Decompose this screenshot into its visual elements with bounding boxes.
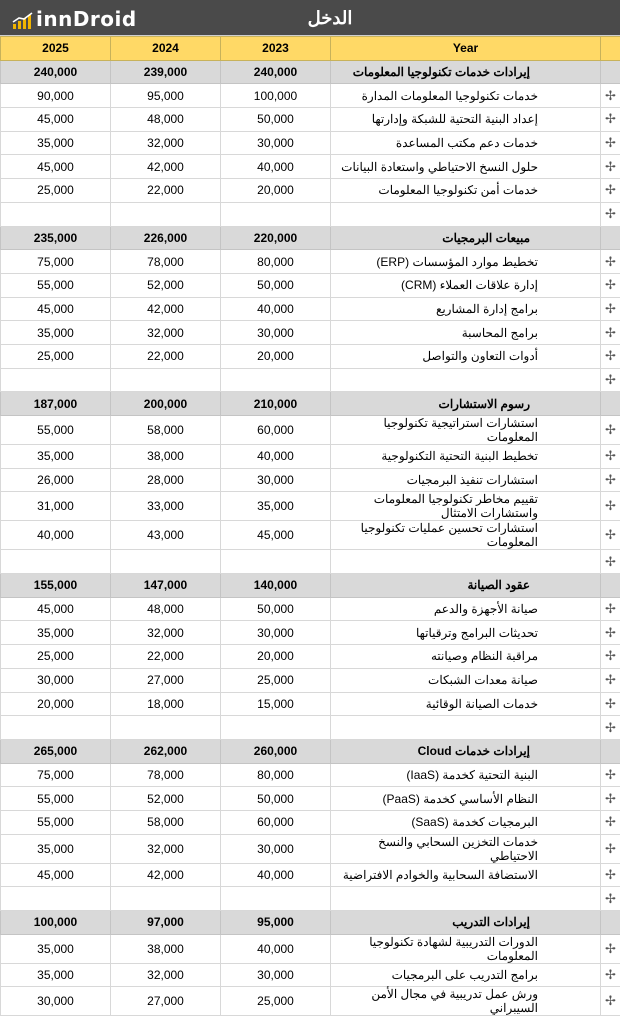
move-handle-icon[interactable]: ✢: [605, 891, 616, 906]
cell-2023[interactable]: 100,000: [221, 84, 331, 108]
section-label[interactable]: إيرادات خدمات Cloud: [331, 739, 601, 763]
move-handle-icon[interactable]: ✢: [605, 767, 616, 782]
section-label[interactable]: إيرادات التدريب: [331, 911, 601, 935]
row-label[interactable]: خدمات التخزين السحابي والنسخ الاحتياطي: [331, 834, 601, 863]
row-handle-cell: [601, 321, 620, 345]
cell-2025[interactable]: 55,000: [1, 810, 111, 834]
cell-2023[interactable]: [221, 887, 331, 911]
cell-2023[interactable]: 30,000: [221, 321, 331, 345]
cell-2025[interactable]: 25,000: [1, 645, 111, 669]
cell-2024[interactable]: 97,000: [111, 911, 221, 935]
cell-2024[interactable]: 32,000: [111, 621, 221, 645]
cell-2025[interactable]: 35,000: [1, 934, 111, 963]
row-label[interactable]: البرمجيات كخدمة (SaaS): [331, 810, 601, 834]
row-handle-cell: [601, 131, 620, 155]
income-table: [0, 36, 620, 1016]
row-label[interactable]: تخطيط موارد المؤسسات (ERP): [331, 250, 601, 274]
cell-2023[interactable]: 80,000: [221, 763, 331, 787]
move-handle-icon[interactable]: ✢: [605, 941, 616, 956]
cell-2025[interactable]: 35,000: [1, 321, 111, 345]
cell-2023[interactable]: 25,000: [221, 987, 331, 1016]
table-row[interactable]: [1, 84, 620, 108]
row-handle-cell: [601, 963, 620, 987]
row-handle-cell: [601, 202, 620, 226]
table-row[interactable]: [1, 468, 620, 492]
cell-2023[interactable]: 140,000: [221, 574, 331, 598]
row-label[interactable]: خدمات أمن تكنولوجيا المعلومات: [331, 179, 601, 203]
row-label[interactable]: مراقبة النظام وصيانته: [331, 645, 601, 669]
cell-2024[interactable]: 48,000: [111, 597, 221, 621]
table-row[interactable]: [1, 492, 620, 521]
row-handle-cell: [601, 574, 620, 598]
row-handle-cell: [601, 887, 620, 911]
cell-2023[interactable]: 30,000: [221, 963, 331, 987]
row-handle-cell: [601, 108, 620, 132]
row-handle-cell: [601, 344, 620, 368]
cell-2023[interactable]: 220,000: [221, 226, 331, 250]
table-row[interactable]: [1, 863, 620, 887]
cell-2023[interactable]: 50,000: [221, 597, 331, 621]
row-handle-cell: [601, 668, 620, 692]
cell-2024[interactable]: 38,000: [111, 445, 221, 469]
table-row[interactable]: [1, 416, 620, 445]
cell-2025[interactable]: 26,000: [1, 468, 111, 492]
cell-2024[interactable]: [111, 716, 221, 740]
row-handle-cell: [601, 692, 620, 716]
column-header-2023[interactable]: 2023: [221, 37, 331, 61]
column-header-icon-cell: [601, 37, 620, 61]
table-row[interactable]: [1, 155, 620, 179]
row-handle-cell: [601, 934, 620, 963]
move-handle-icon[interactable]: ✢: [605, 325, 616, 340]
row-label[interactable]: [331, 716, 601, 740]
page-title: الدخل: [0, 0, 620, 36]
cell-2024[interactable]: 95,000: [111, 84, 221, 108]
cell-2023[interactable]: 240,000: [221, 60, 331, 84]
row-handle-cell: [601, 492, 620, 521]
cell-2025[interactable]: 265,000: [1, 739, 111, 763]
column-header-year[interactable]: Year: [331, 37, 601, 61]
cell-2023[interactable]: 80,000: [221, 250, 331, 274]
table-row[interactable]: [1, 692, 620, 716]
row-handle-cell: [601, 621, 620, 645]
table-row[interactable]: [1, 108, 620, 132]
row-handle-cell: [601, 787, 620, 811]
cell-2024[interactable]: 78,000: [111, 763, 221, 787]
table-row[interactable]: [1, 987, 620, 1016]
move-handle-icon[interactable]: ✢: [605, 254, 616, 269]
cell-2023[interactable]: [221, 716, 331, 740]
cell-2024[interactable]: 28,000: [111, 468, 221, 492]
cell-2025[interactable]: 45,000: [1, 863, 111, 887]
table-row[interactable]: [1, 179, 620, 203]
section-row[interactable]: [1, 392, 620, 416]
move-handle-icon[interactable]: ✢: [605, 498, 616, 513]
row-label[interactable]: صيانة الأجهزة والدعم: [331, 597, 601, 621]
row-label[interactable]: خدمات تكنولوجيا المعلومات المدارة: [331, 84, 601, 108]
cell-2025[interactable]: [1, 368, 111, 392]
move-handle-icon[interactable]: ✢: [605, 720, 616, 735]
cell-2025[interactable]: 75,000: [1, 250, 111, 274]
cell-2024[interactable]: 58,000: [111, 810, 221, 834]
row-handle-cell: [601, 987, 620, 1016]
row-handle-cell: [601, 521, 620, 550]
cell-2025[interactable]: 55,000: [1, 787, 111, 811]
move-handle-icon[interactable]: ✢: [605, 301, 616, 316]
cell-2025[interactable]: [1, 887, 111, 911]
row-label[interactable]: برامج المحاسبة: [331, 321, 601, 345]
move-handle-icon[interactable]: ✢: [605, 841, 616, 856]
move-handle-icon[interactable]: ✢: [605, 348, 616, 363]
move-handle-icon[interactable]: ✢: [605, 696, 616, 711]
table-row[interactable]: [1, 763, 620, 787]
cell-2025[interactable]: 235,000: [1, 226, 111, 250]
move-handle-icon[interactable]: ✢: [605, 135, 616, 150]
move-handle-icon[interactable]: ✢: [605, 472, 616, 487]
section-label[interactable]: عقود الصيانة: [331, 574, 601, 598]
move-handle-icon[interactable]: ✢: [605, 814, 616, 829]
move-handle-icon[interactable]: ✢: [605, 111, 616, 126]
row-label[interactable]: [331, 368, 601, 392]
table-row[interactable]: [1, 668, 620, 692]
row-label[interactable]: [331, 550, 601, 574]
cell-2025[interactable]: 20,000: [1, 692, 111, 716]
cell-2023[interactable]: 60,000: [221, 416, 331, 445]
move-handle-icon[interactable]: ✢: [605, 648, 616, 663]
cell-2024[interactable]: 22,000: [111, 344, 221, 368]
cell-2025[interactable]: 55,000: [1, 416, 111, 445]
row-label[interactable]: استشارات تنفيذ البرمجيات: [331, 468, 601, 492]
cell-2025[interactable]: 45,000: [1, 297, 111, 321]
cell-2023[interactable]: 260,000: [221, 739, 331, 763]
row-handle-cell: [601, 445, 620, 469]
cell-2025[interactable]: 35,000: [1, 445, 111, 469]
cell-2023[interactable]: 60,000: [221, 810, 331, 834]
blank-row[interactable]: [1, 550, 620, 574]
cell-2024[interactable]: 32,000: [111, 963, 221, 987]
row-handle-cell: [601, 739, 620, 763]
row-label[interactable]: تقييم مخاطر تكنولوجيا المعلومات واستشارات الامتثال: [331, 492, 601, 521]
cell-2023[interactable]: 40,000: [221, 445, 331, 469]
cell-2024[interactable]: 52,000: [111, 273, 221, 297]
table-row[interactable]: [1, 521, 620, 550]
row-handle-cell: [601, 60, 620, 84]
move-handle-icon[interactable]: ✢: [605, 182, 616, 197]
row-label[interactable]: ورش عمل تدريبية في مجال الأمن السيبراني: [331, 987, 601, 1016]
row-handle-cell: [601, 179, 620, 203]
move-handle-icon[interactable]: ✢: [605, 448, 616, 463]
cell-2024[interactable]: 239,000: [111, 60, 221, 84]
column-header-row: [1, 37, 620, 61]
table-row[interactable]: [1, 131, 620, 155]
cell-2024[interactable]: 262,000: [111, 739, 221, 763]
row-handle-cell: [601, 416, 620, 445]
cell-2024[interactable]: 33,000: [111, 492, 221, 521]
row-label[interactable]: الدورات التدريبية لشهادة تكنولوجيا المعلومات: [331, 934, 601, 963]
cell-2025[interactable]: 100,000: [1, 911, 111, 935]
cell-2025[interactable]: 45,000: [1, 597, 111, 621]
move-handle-icon[interactable]: ✢: [605, 601, 616, 616]
row-handle-cell: [601, 84, 620, 108]
table-row[interactable]: [1, 445, 620, 469]
table-row[interactable]: [1, 321, 620, 345]
cell-2023[interactable]: 35,000: [221, 492, 331, 521]
cell-2025[interactable]: [1, 202, 111, 226]
column-header-2024[interactable]: 2024: [111, 37, 221, 61]
row-handle-cell: [601, 297, 620, 321]
cell-2025[interactable]: 90,000: [1, 84, 111, 108]
row-label[interactable]: استشارات تحسين عمليات تكنولوجيا المعلومات: [331, 521, 601, 550]
blank-row[interactable]: [1, 202, 620, 226]
table-row[interactable]: [1, 645, 620, 669]
cell-2024[interactable]: 42,000: [111, 297, 221, 321]
move-handle-icon[interactable]: ✢: [605, 791, 616, 806]
move-handle-icon[interactable]: ✢: [605, 993, 616, 1008]
section-row[interactable]: [1, 226, 620, 250]
row-handle-cell: [601, 645, 620, 669]
row-label[interactable]: النظام الأساسي كخدمة (PaaS): [331, 787, 601, 811]
cell-2025[interactable]: 40,000: [1, 521, 111, 550]
cell-2025[interactable]: 35,000: [1, 131, 111, 155]
cell-2023[interactable]: 20,000: [221, 344, 331, 368]
cell-2023[interactable]: 95,000: [221, 911, 331, 935]
row-label[interactable]: إدارة علاقات العملاء (CRM): [331, 273, 601, 297]
cell-2023[interactable]: 15,000: [221, 692, 331, 716]
cell-2024[interactable]: 27,000: [111, 987, 221, 1016]
row-handle-cell: [601, 155, 620, 179]
cell-2023[interactable]: 50,000: [221, 108, 331, 132]
cell-2025[interactable]: 155,000: [1, 574, 111, 598]
cell-2024[interactable]: 42,000: [111, 863, 221, 887]
row-label[interactable]: [331, 887, 601, 911]
cell-2024[interactable]: 200,000: [111, 392, 221, 416]
cell-2023[interactable]: 20,000: [221, 179, 331, 203]
row-handle-cell: [601, 763, 620, 787]
move-handle-icon[interactable]: ✢: [605, 867, 616, 882]
cell-2023[interactable]: [221, 368, 331, 392]
cell-2024[interactable]: [111, 887, 221, 911]
cell-2023[interactable]: 30,000: [221, 468, 331, 492]
row-handle-cell: [601, 273, 620, 297]
cell-2023[interactable]: [221, 202, 331, 226]
row-label[interactable]: البنية التحتية كخدمة (IaaS): [331, 763, 601, 787]
cell-2024[interactable]: 58,000: [111, 416, 221, 445]
cell-2024[interactable]: 38,000: [111, 934, 221, 963]
cell-2023[interactable]: 40,000: [221, 297, 331, 321]
table-row[interactable]: [1, 250, 620, 274]
cell-2023[interactable]: 25,000: [221, 668, 331, 692]
move-handle-icon[interactable]: ✢: [605, 672, 616, 687]
cell-2024[interactable]: [111, 368, 221, 392]
cell-2023[interactable]: 210,000: [221, 392, 331, 416]
cell-2023[interactable]: 30,000: [221, 131, 331, 155]
table-row[interactable]: [1, 934, 620, 963]
row-handle-cell: [601, 863, 620, 887]
cell-2024[interactable]: [111, 202, 221, 226]
table-row[interactable]: [1, 297, 620, 321]
cell-2024[interactable]: 78,000: [111, 250, 221, 274]
move-handle-icon[interactable]: ✢: [605, 554, 616, 569]
cell-2024[interactable]: 18,000: [111, 692, 221, 716]
cell-2023[interactable]: 30,000: [221, 834, 331, 863]
move-handle-icon[interactable]: ✢: [605, 159, 616, 174]
table-row[interactable]: [1, 810, 620, 834]
row-label[interactable]: تحديثات البرامج وترقياتها: [331, 621, 601, 645]
cell-2024[interactable]: 32,000: [111, 131, 221, 155]
table-row[interactable]: [1, 344, 620, 368]
section-label[interactable]: مبيعات البرمجيات: [331, 226, 601, 250]
section-row[interactable]: [1, 574, 620, 598]
cell-2025[interactable]: [1, 716, 111, 740]
cell-2024[interactable]: 43,000: [111, 521, 221, 550]
cell-2023[interactable]: 40,000: [221, 863, 331, 887]
cell-2023[interactable]: 30,000: [221, 621, 331, 645]
row-label[interactable]: خدمات دعم مكتب المساعدة: [331, 131, 601, 155]
cell-2023[interactable]: 50,000: [221, 273, 331, 297]
row-handle-cell: [601, 368, 620, 392]
row-handle-cell: [601, 468, 620, 492]
cell-2024[interactable]: 147,000: [111, 574, 221, 598]
cell-2025[interactable]: 45,000: [1, 108, 111, 132]
move-handle-icon[interactable]: ✢: [605, 88, 616, 103]
column-header-2025[interactable]: 2025: [1, 37, 111, 61]
cell-2023[interactable]: 40,000: [221, 934, 331, 963]
row-label[interactable]: برامج التدريب على البرمجيات: [331, 963, 601, 987]
cell-2023[interactable]: 20,000: [221, 645, 331, 669]
section-row[interactable]: [1, 911, 620, 935]
cell-2025[interactable]: 55,000: [1, 273, 111, 297]
cell-2024[interactable]: 42,000: [111, 155, 221, 179]
table-row[interactable]: [1, 787, 620, 811]
move-handle-icon[interactable]: ✢: [605, 527, 616, 542]
table-row[interactable]: [1, 963, 620, 987]
row-handle-cell: [601, 226, 620, 250]
cell-2023[interactable]: 40,000: [221, 155, 331, 179]
table-row[interactable]: [1, 621, 620, 645]
move-handle-icon[interactable]: ✢: [605, 967, 616, 982]
move-handle-icon[interactable]: ✢: [605, 372, 616, 387]
section-row[interactable]: [1, 739, 620, 763]
cell-2025[interactable]: 75,000: [1, 763, 111, 787]
row-handle-cell: [601, 834, 620, 863]
row-label[interactable]: برامج إدارة المشاريع: [331, 297, 601, 321]
cell-2025[interactable]: 35,000: [1, 621, 111, 645]
section-row[interactable]: [1, 60, 620, 84]
row-label[interactable]: حلول النسخ الاحتياطي واستعادة البيانات: [331, 155, 601, 179]
move-handle-icon[interactable]: ✢: [605, 206, 616, 221]
cell-2025[interactable]: 187,000: [1, 392, 111, 416]
row-handle-cell: [601, 250, 620, 274]
row-label[interactable]: استشارات استراتيجية تكنولوجيا المعلومات: [331, 416, 601, 445]
cell-2023[interactable]: 45,000: [221, 521, 331, 550]
cell-2024[interactable]: [111, 550, 221, 574]
cell-2024[interactable]: 48,000: [111, 108, 221, 132]
row-handle-cell: [601, 597, 620, 621]
cell-2024[interactable]: 32,000: [111, 834, 221, 863]
move-handle-icon[interactable]: ✢: [605, 625, 616, 640]
blank-row[interactable]: [1, 716, 620, 740]
cell-2023[interactable]: 50,000: [221, 787, 331, 811]
cell-2025[interactable]: 30,000: [1, 987, 111, 1016]
cell-2025[interactable]: 30,000: [1, 668, 111, 692]
row-label[interactable]: صيانة معدات الشبكات: [331, 668, 601, 692]
section-label[interactable]: رسوم الاستشارات: [331, 392, 601, 416]
row-label[interactable]: الاستضافة السحابية والخوادم الافتراضية: [331, 863, 601, 887]
move-handle-icon[interactable]: ✢: [605, 277, 616, 292]
row-handle-cell: [601, 550, 620, 574]
table-row[interactable]: [1, 273, 620, 297]
cell-2024[interactable]: 22,000: [111, 645, 221, 669]
cell-2024[interactable]: 27,000: [111, 668, 221, 692]
row-handle-cell: [601, 810, 620, 834]
row-label[interactable]: أدوات التعاون والتواصل: [331, 344, 601, 368]
cell-2025[interactable]: 35,000: [1, 963, 111, 987]
cell-2025[interactable]: 31,000: [1, 492, 111, 521]
row-handle-cell: [601, 911, 620, 935]
blank-row[interactable]: [1, 368, 620, 392]
section-label[interactable]: إيرادات خدمات تكنولوجيا المعلومات: [331, 60, 601, 84]
row-handle-cell: [601, 392, 620, 416]
row-label[interactable]: [331, 202, 601, 226]
table-row[interactable]: [1, 834, 620, 863]
cell-2025[interactable]: 45,000: [1, 155, 111, 179]
table-row[interactable]: [1, 597, 620, 621]
cell-2023[interactable]: [221, 550, 331, 574]
move-handle-icon[interactable]: ✢: [605, 422, 616, 437]
cell-2025[interactable]: 240,000: [1, 60, 111, 84]
row-label[interactable]: خدمات الصيانة الوقائية: [331, 692, 601, 716]
cell-2025[interactable]: 25,000: [1, 179, 111, 203]
cell-2025[interactable]: 25,000: [1, 344, 111, 368]
logo-text: innDroid: [36, 8, 137, 30]
cell-2024[interactable]: 22,000: [111, 179, 221, 203]
cell-2025[interactable]: 35,000: [1, 834, 111, 863]
row-label[interactable]: إعداد البنية التحتية للشبكة وإدارتها: [331, 108, 601, 132]
row-handle-cell: [601, 716, 620, 740]
app-header: [0, 0, 620, 36]
cell-2024[interactable]: 32,000: [111, 321, 221, 345]
row-label[interactable]: تخطيط البنية التحتية التكنولوجية: [331, 445, 601, 469]
blank-row[interactable]: [1, 887, 620, 911]
cell-2024[interactable]: 226,000: [111, 226, 221, 250]
cell-2024[interactable]: 52,000: [111, 787, 221, 811]
cell-2025[interactable]: [1, 550, 111, 574]
